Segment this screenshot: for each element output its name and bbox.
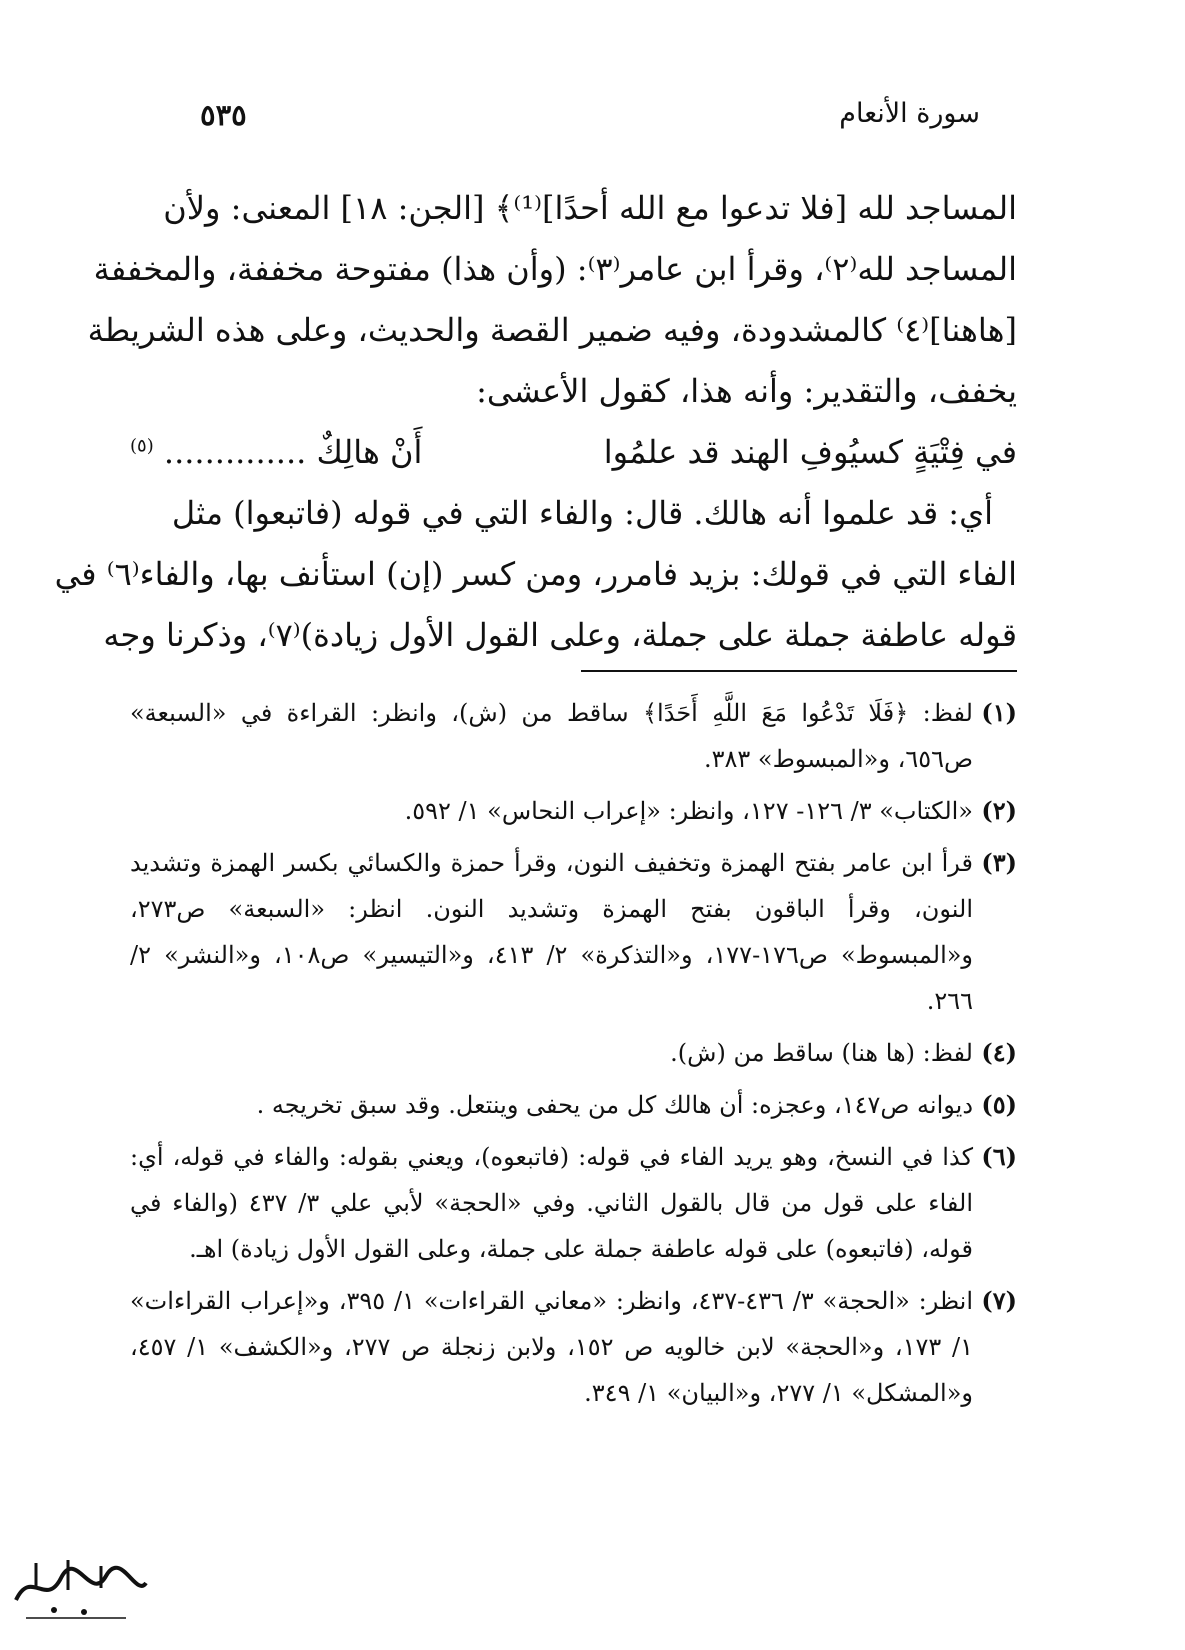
verse-footnote-ref: (٥)	[130, 435, 154, 457]
footnote-number: (٢)	[981, 796, 1017, 825]
footnote	[130, 690, 1017, 782]
text-line: المساجد لله⁽٢⁾، وقرأ ابن عامر⁽٣⁾: (وأن هذا) مفتوحة مخففة، والمخففة	[93, 250, 1017, 288]
main-text	[54, 178, 1017, 666]
footnote-number: (٧)	[981, 1286, 1017, 1315]
footnote-text: قرأ ابن عامر بفتح الهمزة وتخفيف النون، وقرأ حمزة والكسائي بكسر الهمزة وتشديد النون، وقرأ الباقون بفتح الهمزة وتشديد النون. انظر: «السبعة» ص٢٧٣، و«المبسوط» ص١٧٦-١٧٧، و«التذكرة» ٢/ ٤١٣، و«التيسير» ص١٠٨، و«النشر» ٢/ ٢٦٦.	[130, 849, 974, 1015]
footnote-text: كذا في النسخ، وهو يريد الفاء في قوله: (فاتبعوه)، ويعني بقوله: والفاء في قوله، أي: الفاء على قول من قال بالقول الثاني. وفي «الحجة» لأبي علي ٣/ ٤٣٧ (والفاء في قوله، (فاتبعوه) على قوله عاطفة جملة على جملة، وعلى القول الأول زيادة) اهـ.	[130, 1143, 974, 1263]
footnote	[130, 788, 1017, 834]
verse-second-hemistich	[130, 422, 422, 483]
page-header	[200, 98, 980, 142]
text-line: أي: قد علموا أنه هالك. قال: والفاء التي في قوله (فاتبعوا) مثل	[171, 494, 993, 532]
text-line: يخفف، والتقدير: وأنه هذا، كقول الأعشى:	[476, 372, 1017, 410]
footnote-number: (٦)	[981, 1142, 1017, 1171]
text-line: المساجد لله [فلا تدعوا مع الله أحدًا]⁽¹⁾﴾ [الجن: ١٨] المعنى: ولأن	[163, 189, 1017, 227]
text-line: الفاء التي في قولك: بزيد فامرر، ومن كسر (إن) استأنف بها، والفاء⁽٦⁾ في	[54, 555, 1017, 593]
footnote-number: (٤)	[981, 1038, 1017, 1067]
footnote-text: لفظ: ﴿فَلَا تَدْعُوا مَعَ اللَّهِ أَحَدًا﴾ ساقط من (ش)، وانظر: القراءة في «السبعة» ص٦٥٦، و«المبسوط» ٣٨٣.	[130, 699, 973, 773]
footnote-number: (١)	[981, 698, 1017, 727]
footnote-number: (٣)	[981, 848, 1017, 877]
verse-second-text: أَنْ هالِكٌ	[316, 433, 423, 471]
verse-dots: ..............	[163, 433, 307, 471]
poetry-verse	[130, 422, 1017, 483]
footnote	[130, 840, 1017, 1024]
footnote	[130, 1278, 1017, 1416]
footnote-text: «الكتاب» ٣/ ١٢٦- ١٢٧، وانظر: «إعراب النحاس» ١/ ٥٩٢.	[404, 797, 973, 825]
footnote	[130, 1030, 1017, 1076]
footnote-separator	[581, 670, 1017, 672]
footnote	[130, 1134, 1017, 1272]
text-line: [هاهنا]⁽٤⁾ كالمشدودة، وفيه ضمير القصة والحديث، وعلى هذه الشريطة	[87, 311, 1017, 349]
footnote	[130, 1082, 1017, 1128]
footnote-text: ديوانه ص١٤٧، وعجزه: أن هالك كل من يحفى وينتعل. وقد سبق تخريجه .	[256, 1091, 973, 1119]
verse-first-hemistich: في فِتْيَةٍ كسيُوفِ الهند قد علمُوا	[603, 433, 1017, 471]
watermark-logo	[6, 1548, 156, 1628]
footnote-number: (٥)	[981, 1090, 1017, 1119]
page-number: ٥٣٥	[200, 98, 247, 132]
surah-title: سورة الأنعام	[839, 98, 980, 129]
text-line: قوله عاطفة جملة على جملة، وعلى القول الأول زيادة)⁽٧⁾، وذكرنا وجه	[103, 616, 1017, 654]
footnotes	[130, 690, 1017, 1422]
footnote-text: لفظ: (ها هنا) ساقط من (ش).	[670, 1039, 973, 1067]
footnote-text: انظر: «الحجة» ٣/ ٤٣٦-٤٣٧، وانظر: «معاني القراءات» ١/ ٣٩٥، و«إعراب القراءات» ١/ ١٧٣، و«الحجة» لابن خالويه ص ١٥٢، ولابن زنجلة ص ٢٧٧، و«الكشف» ١/ ٤٥٧، و«المشكل» ١/ ٢٧٧، و«البيان» ١/ ٣٤٩.	[130, 1287, 974, 1407]
